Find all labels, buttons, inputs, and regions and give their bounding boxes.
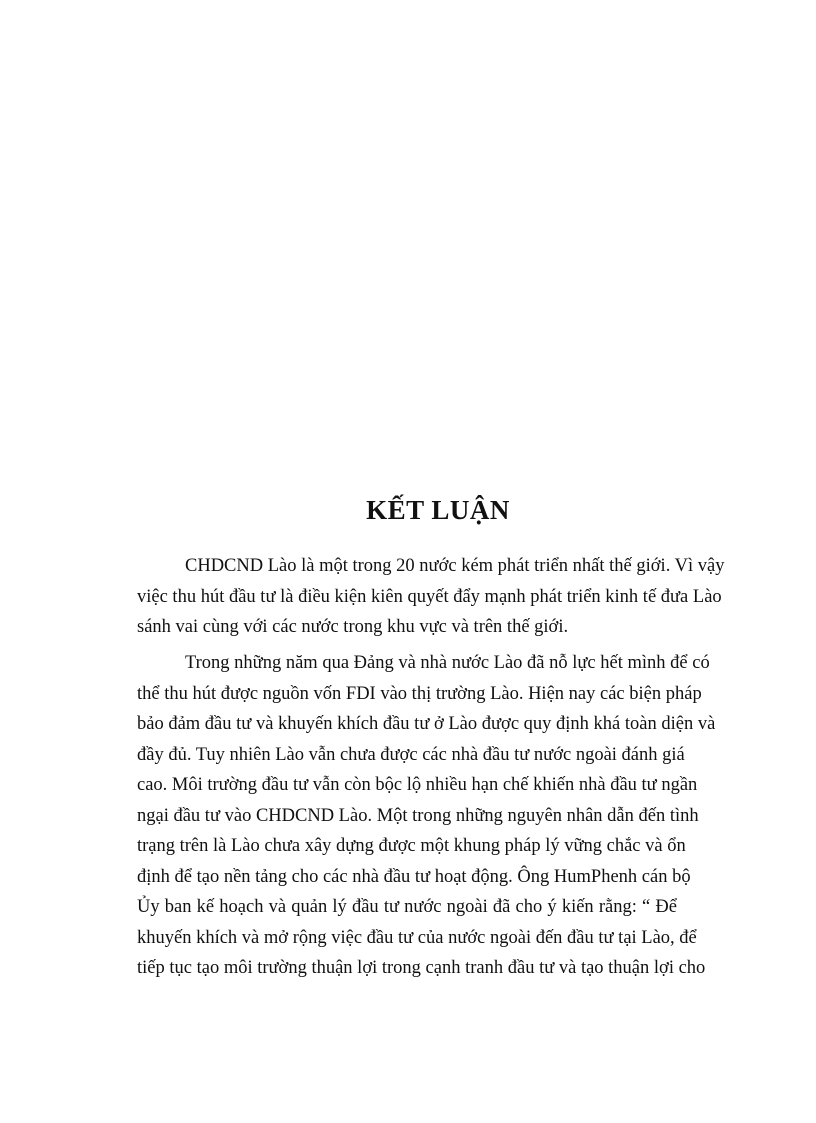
paragraph-line: Ủy ban kế hoạch và quản lý đầu tư nước ngoài đã cho ý kiến rằng: “ Để (137, 897, 677, 917)
paragraph-line: bảo đảm đầu tư và khuyến khích đầu tư ở Lào được quy định khá toàn diện và (137, 714, 716, 734)
paragraph-2 (137, 648, 716, 984)
paragraph-line: đầy đủ. Tuy nhiên Lào vẫn chưa được các nhà đầu tư nước ngoài đánh giá (137, 744, 685, 765)
paragraph-line: định để tạo nền tảng cho các nhà đầu tư hoạt động. Ông HumPhenh cán bộ (137, 866, 691, 887)
paragraph-line: việc thu hút đầu tư là điều kiện kiên quyết đẩy mạnh phát triển kinh tế đưa Lào (137, 586, 722, 607)
paragraph-line: sánh vai cùng với các nước trong khu vực và trên thế giới. (137, 617, 569, 637)
paragraph-line: cao. Môi trường đầu tư vẫn còn bộc lộ nhiều hạn chế khiến nhà đầu tư ngần (137, 775, 698, 795)
paragraph-line: CHDCND Lào là một trong 20 nước kém phát triển nhất thế giới. Vì vậy (185, 556, 725, 576)
paragraph-1 (137, 551, 725, 643)
paragraph-line: ngại đầu tư vào CHDCND Lào. Một trong những nguyên nhân dẫn đến tình (137, 805, 699, 826)
paragraph-line: trạng trên là Lào chưa xây dựng được một khung pháp lý vững chắc và ổn (137, 836, 686, 856)
paragraph-line: thể thu hút được nguồn vốn FDI vào thị trường Lào. Hiện nay các biện pháp (137, 683, 702, 704)
paragraph-line: Trong những năm qua Đảng và nhà nước Lào đã nỗ lực hết mình để có (185, 653, 710, 673)
paragraph-line: tiếp tục tạo môi trường thuận lợi trong cạnh tranh đầu tư và tạo thuận lợi cho (137, 958, 706, 978)
paragraph-line: khuyến khích và mở rộng việc đầu tư của nước ngoài đến đầu tư tại Lào, để (137, 927, 697, 948)
page-title: KẾT LUẬN (366, 495, 510, 525)
